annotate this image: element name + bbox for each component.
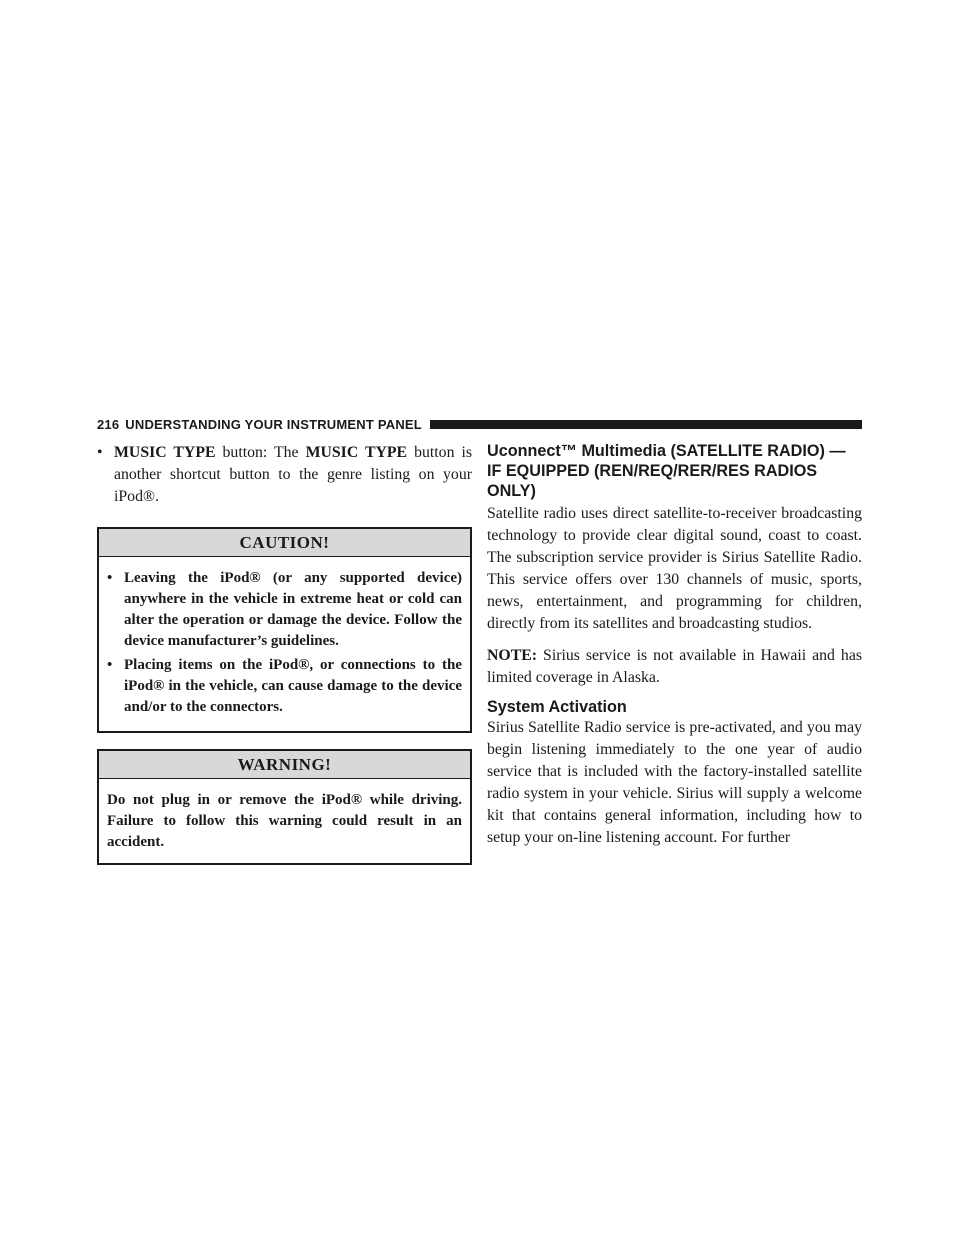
right-column <box>487 441 862 849</box>
caution-item <box>107 655 462 718</box>
caution-box <box>97 527 472 733</box>
left-column <box>97 442 472 865</box>
bullet-text-2: button is another shortcut button to the genre listing on your iPod®. <box>114 444 473 505</box>
page-number: 216 <box>97 416 120 432</box>
warning-box <box>97 749 472 865</box>
music-type-term: MUSIC TYPE <box>114 444 216 461</box>
music-type-bullet <box>97 442 472 508</box>
caution-item-text: Leaving the iPod® (or any supported device) anywhere in the vehicle in extreme heat or cold can alter the operation or damage the device. Follow the device manufacturer’s guidelines. <box>124 570 462 649</box>
caution-body <box>99 557 470 731</box>
caution-title: CAUTION! <box>99 529 470 557</box>
warning-body <box>99 779 470 863</box>
caution-item <box>107 568 462 652</box>
warning-text: Do not plug in or remove the iPod® while driving. Failure to follow this warning could result in an accident. <box>107 792 462 850</box>
bullet-dot: • <box>107 570 113 586</box>
section-title: UNDERSTANDING YOUR INSTRUMENT PANEL <box>125 416 422 432</box>
bullet-dot: • <box>107 657 113 673</box>
note-paragraph <box>487 645 862 689</box>
header-rule <box>430 420 862 429</box>
note-label: NOTE: <box>487 647 538 664</box>
music-type-term-2: MUSIC TYPE <box>305 444 408 461</box>
activation-paragraph: Sirius Satellite Radio service is pre-activated, and you may begin listening immediately to the one year of audio service that is included with the factory-installed satellite radio system in your vehicle. Sirius will supply a welcome kit that contains general information, including how to setup your on-line listening account. For further <box>487 719 862 846</box>
warning-title: WARNING! <box>99 751 470 779</box>
page-header <box>97 417 862 431</box>
caution-item-text: Placing items on the iPod®, or connections to the iPod® in the vehicle, can cause damage to the device and/or to the connectors. <box>124 657 462 715</box>
bullet-text-1: button: The <box>215 444 306 461</box>
intro-paragraph: Satellite radio uses direct satellite-to-receiver broadcasting technology to provide clear digital sound, coast to coast. The subscription service provider is Sirius Satellite Radio. This service offers over 130 channels of music, sports, news, entertainment, and programming for children, directly from its satellites and broadcasting studios. <box>487 505 862 632</box>
subsection-heading: System Activation <box>487 698 627 716</box>
section-heading: Uconnect™ Multimedia (SATELLITE RADIO) — IF EQUIPPED (REN/REQ/RER/RES RADIOS ONLY) <box>487 442 846 500</box>
note-text: Sirius service is not available in Hawaii and has limited coverage in Alaska. <box>487 647 862 686</box>
bullet-dot: • <box>97 444 103 461</box>
